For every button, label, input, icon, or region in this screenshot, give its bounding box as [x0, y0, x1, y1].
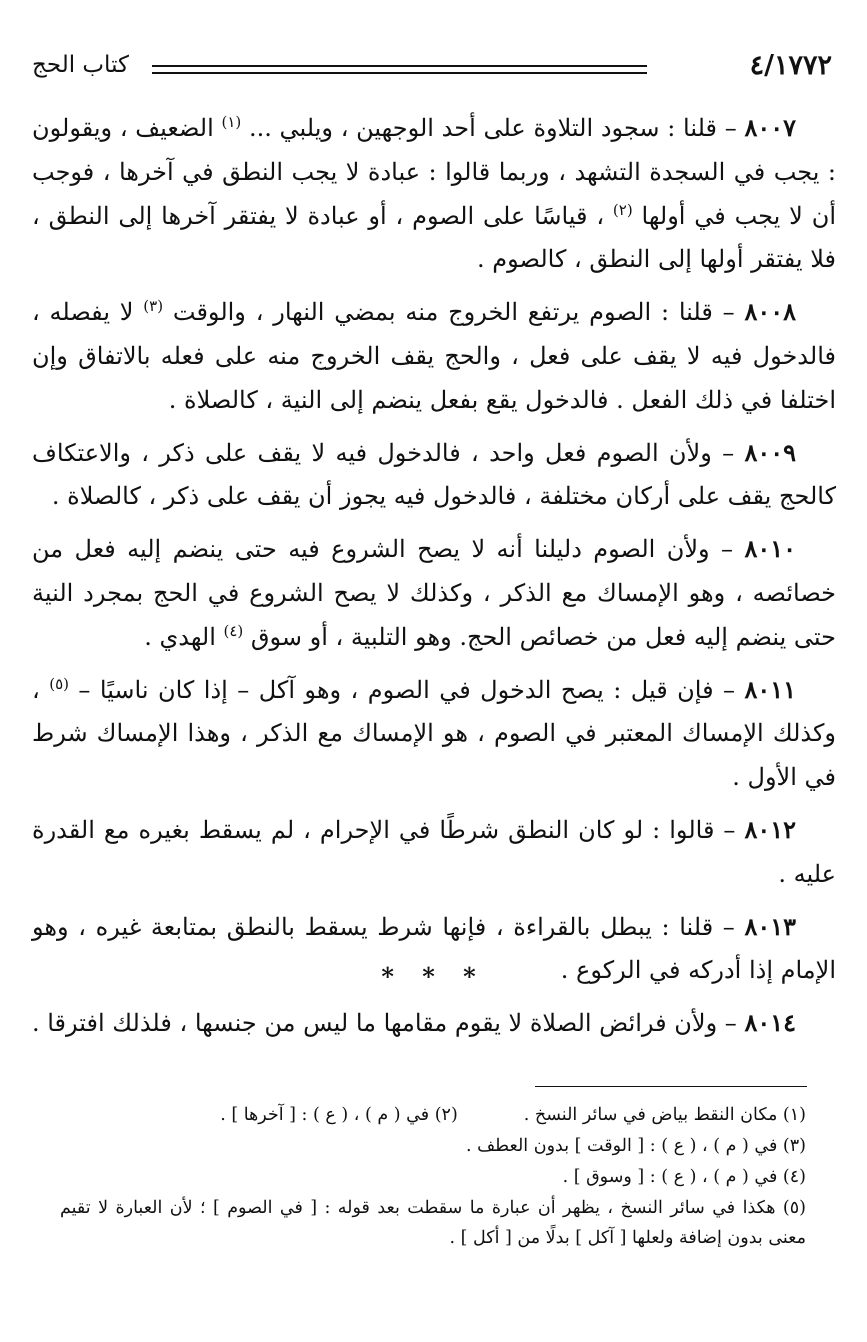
paragraph-text: – ولأن الصوم فعل واحد ، فالدخول فيه لا يقف على ذكر ، والاعتكاف كالحج يقف على أركان مختلفة ، فالدخول فيه يجوز أن يقف على ذكر ، كالصلاة .: [32, 438, 836, 511]
paragraph-8010: [32, 527, 836, 659]
paragraph-text: – قلنا : يبطل بالقراءة ، فإنها شرط يسقط بالنطق بمتابعة غيره ، وهو الإمام إذا أدركه في الركوع .: [32, 912, 836, 985]
footnote-marker: (٣): [143, 297, 164, 316]
footnote-divider: [535, 1086, 807, 1087]
footnote-marker: (٤): [223, 621, 244, 640]
page-number: ٤/١٧٧٢: [749, 50, 832, 81]
paragraph-number: ٨٠١٤: [744, 1008, 796, 1038]
paragraph-8014: [32, 1001, 836, 1046]
paragraph-number: ٨٠١٢: [744, 814, 796, 844]
paragraph-8007: [32, 106, 836, 282]
footnote-row: [60, 1100, 806, 1130]
header-double-rule: [152, 65, 647, 74]
paragraph-text: – ولأن فرائض الصلاة لا يقوم مقامها ما ليس من جنسها ، فلذلك افترقا .: [31, 1009, 745, 1038]
footnote-3: (٣) في ( م ) ، ( ع ) : [ الوقت ] بدون العطف .: [465, 1136, 806, 1156]
footnote-marker: (٢): [612, 200, 633, 219]
paragraph-text: الهدي .: [144, 622, 224, 651]
paragraph-8009: [32, 431, 836, 520]
paragraph-8012: [32, 808, 836, 897]
paragraph-number: ٨٠١١: [744, 674, 797, 704]
footnote-marker: (١): [221, 113, 242, 131]
paragraph-text: – ولأن الصوم دليلنا أنه لا يصح الشروع فيه حتى ينضم إليه فعل من خصائصه ، وهو الإمساك مع الذكر ، وكذلك لا يصح الشروع في الحج بمجرد النية حتى ينضم إليه فعل من خصائص الحج. وهو التلبية ، أو سوق: [32, 535, 836, 651]
footnote-5: (٥) هكذا في سائر النسخ ، يظهر أن عبارة ما سقطت بعد قوله : [ في الصوم ] ؛ لأن العبارة لا تقيم معنى بدون إضافة ولعلها [ آكل ] بدلًا من [ أكل ] .: [60, 1198, 806, 1248]
section-separator: * * *: [381, 962, 486, 991]
paragraph-text: الضعيف ، ويقولون : يجب في السجدة التشهد ، وربما قالوا : عبادة لا يجب النطق في آخرها ، فوجب أن لا يجب في أولها: [32, 114, 836, 230]
running-title: كتاب الحج: [32, 52, 129, 78]
paragraph-number: ٨٠١٣: [744, 911, 796, 941]
paragraph-text: – قالوا : لو كان النطق شرطًا في الإحرام ، لم يسقط بغيره مع القدرة عليه .: [32, 815, 836, 888]
paragraph-text: – قلنا : سجود التلاوة على أحد الوجهين ، ويلبي ...: [241, 114, 745, 142]
footnote-marker: (٥): [49, 674, 69, 693]
paragraph-number: ٨٠١٠: [744, 534, 796, 564]
paragraph-text: لا يفصله ، فالدخول فيه لا يقف على فعل ، والحج يقف الخروج منه على فعله بالاتفاق وإن اختلفا في ذلك الفعل . فالدخول يقع بفعل ينضم إلى النية ، كالصلاة .: [32, 298, 836, 414]
paragraph-8008: [32, 290, 836, 422]
paragraph-number: ٨٠٠٩: [744, 437, 796, 467]
paragraph-number: ٨٠٠٨: [744, 297, 796, 327]
footnote-2: (٢) في ( م ) ، ( ع ) : [ آخرها ] .: [220, 1105, 458, 1125]
footnote-1: (١) مكان النقط بياض في سائر النسخ .: [523, 1105, 806, 1125]
footnote-4: (٤) في ( م ) ، ( ع ) : [ وسوق ] .: [562, 1167, 806, 1187]
footnotes: [60, 1100, 806, 1254]
main-text: [32, 106, 836, 1054]
running-header: [32, 48, 832, 88]
paragraph-text: – فإن قيل : يصح الدخول في الصوم ، وهو آكل – إذا كان ناسيًا –: [68, 675, 745, 704]
paragraph-text: ، قياسًا على الصوم ، أو عبادة لا يفتقر آخرها إلى النطق ، فلا يفتقر أولها إلى النطق ، كالصوم .: [32, 201, 836, 274]
paragraph-8011: [32, 668, 836, 800]
paragraph-text: ، وكذلك الإمساك المعتبر في الصوم ، هو الإمساك مع الذكر ، وهذا الإمساك شرط في الأول .: [32, 675, 837, 792]
paragraph-text: – قلنا : الصوم يرتفع الخروج منه بمضي النهار ، والوقت: [163, 298, 745, 327]
paragraph-number: ٨٠٠٧: [744, 113, 796, 142]
